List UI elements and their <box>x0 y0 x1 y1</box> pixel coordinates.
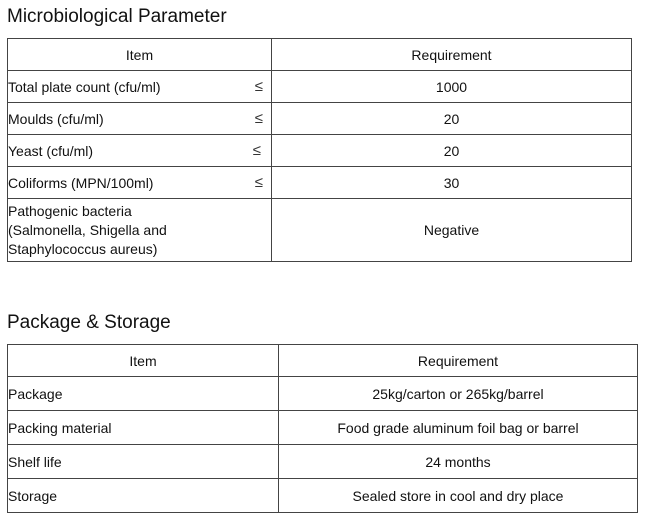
item-label: Total plate count (cfu/ml) <box>8 78 161 95</box>
item-cell: Storage <box>8 479 279 513</box>
microbiological-table <box>7 38 632 262</box>
header-requirement: Requirement <box>272 39 632 71</box>
header-requirement: Requirement <box>279 345 638 377</box>
less-equal-symbol: ≤ <box>254 77 263 95</box>
table-row <box>8 411 638 445</box>
header-item: Item <box>8 345 279 377</box>
requirement-cell: 24 months <box>279 445 638 479</box>
item-label: Yeast (cfu/ml) <box>8 142 94 159</box>
requirement-cell: 20 <box>272 103 632 135</box>
header-item: Item <box>8 39 272 71</box>
table-row <box>8 135 632 167</box>
less-equal-symbol: ≤ <box>254 173 263 191</box>
requirement-cell: Sealed store in cool and dry place <box>279 479 638 513</box>
item-cell <box>8 135 272 167</box>
item-cell <box>8 167 272 199</box>
item-cell: Package <box>8 377 279 411</box>
less-equal-symbol: ≤ <box>254 109 263 127</box>
table-row <box>8 103 632 135</box>
requirement-cell: 25kg/carton or 265kg/barrel <box>279 377 638 411</box>
less-equal-symbol: ≤ <box>252 141 261 159</box>
item-cell <box>8 103 272 135</box>
package-storage-table <box>7 344 638 513</box>
table-row <box>8 445 638 479</box>
table-header-row <box>8 39 632 71</box>
microbiological-title: Microbiological Parameter <box>7 6 227 27</box>
package-storage-title: Package & Storage <box>7 312 171 333</box>
requirement-cell: 20 <box>272 135 632 167</box>
item-cell: Packing material <box>8 411 279 445</box>
table-header-row <box>8 345 638 377</box>
item-label: Coliforms (MPN/100ml) <box>8 174 154 191</box>
item-label: Pathogenic bacteria (Salmonella, Shigella and Staphylococcus aureus) <box>8 202 167 257</box>
table-row <box>8 199 632 262</box>
requirement-cell: Negative <box>272 199 632 262</box>
item-cell <box>8 71 272 103</box>
requirement-cell: Food grade aluminum foil bag or barrel <box>279 411 638 445</box>
item-label: Moulds (cfu/ml) <box>8 110 104 127</box>
table-row <box>8 377 638 411</box>
table-row <box>8 71 632 103</box>
table-row <box>8 479 638 513</box>
table-row <box>8 167 632 199</box>
requirement-cell: 30 <box>272 167 632 199</box>
item-cell <box>8 199 272 262</box>
requirement-cell: 1000 <box>272 71 632 103</box>
item-cell: Shelf life <box>8 445 279 479</box>
